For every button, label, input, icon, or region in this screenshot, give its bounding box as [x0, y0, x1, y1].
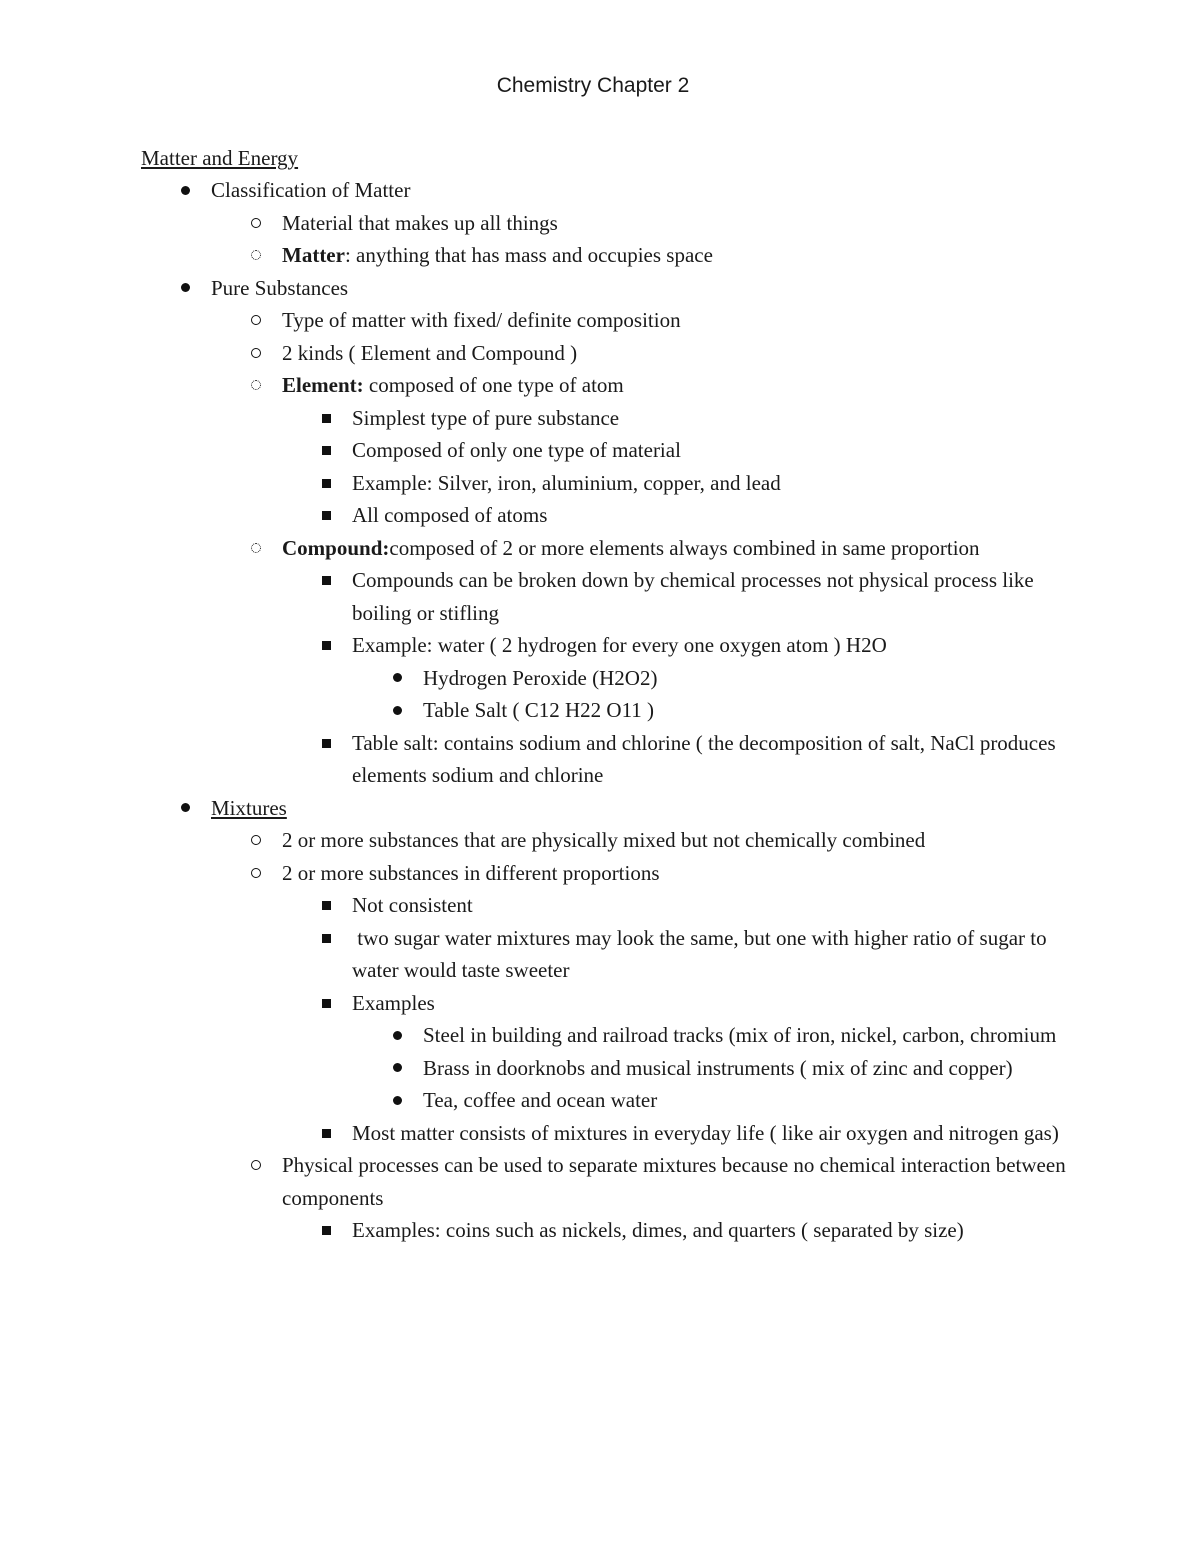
bullet-square-icon — [316, 889, 336, 922]
list-item — [141, 1149, 1081, 1214]
bullet-dot-icon — [387, 662, 407, 695]
list-item-text: Examples: coins such as nickels, dimes, and quarters ( separated by size) — [352, 1218, 964, 1242]
list-item — [141, 369, 1081, 402]
list-item — [141, 1019, 1081, 1052]
list-item-text: 2 or more substances in different proportions — [282, 860, 660, 885]
list-item — [141, 174, 1081, 207]
list-item — [141, 889, 1081, 922]
list-item — [141, 499, 1081, 532]
list-item — [141, 207, 1081, 240]
list-item-text: Not consistent — [352, 893, 473, 917]
bullet-square-icon — [316, 987, 336, 1020]
bullet-dot-icon — [175, 272, 195, 305]
list-item — [141, 1084, 1081, 1117]
bullet-dot-icon — [387, 1084, 407, 1117]
bullet-square-icon — [316, 1214, 336, 1247]
list-item-text: Steel in building and railroad tracks (mix of iron, nickel, carbon, chromium — [423, 1023, 1057, 1047]
list-item-text: two sugar water mixtures may look the same, but one with higher ratio of sugar to water would taste sweeter — [352, 925, 1052, 982]
list-item-text: Material that makes up all things — [282, 210, 558, 235]
list-item — [141, 629, 1081, 662]
bullet-dot-icon — [175, 792, 195, 825]
bullet-square-icon — [316, 499, 336, 532]
bullet-circle-icon — [246, 239, 266, 272]
list-item — [141, 662, 1081, 695]
bullet-square-icon — [316, 564, 336, 597]
list-item-text: 2 kinds ( Element and Compound ) — [282, 340, 578, 365]
list-item — [141, 434, 1081, 467]
list-item — [141, 1052, 1081, 1085]
list-item-text: Physical processes can be used to separate mixtures because no chemical interaction between components — [282, 1153, 1066, 1210]
list-item-text: Composed of only one type of material — [352, 438, 681, 462]
section-heading: Matter and Energy — [141, 146, 299, 170]
list-item-text: Most matter consists of mixtures in everyday life ( like air oxygen and nitrogen gas) — [352, 1120, 1059, 1145]
document-body — [141, 142, 1081, 1247]
list-item-text: Brass in doorknobs and musical instruments ( mix of zinc and copper) — [423, 1055, 1013, 1080]
bullet-square-icon — [316, 1117, 336, 1150]
list-item-text: Pure Substances — [211, 275, 349, 300]
term-label: Matter — [282, 243, 345, 267]
bullet-dot-icon — [387, 1019, 407, 1052]
list-item-text: Classification of Matter — [211, 178, 411, 202]
list-item-text: Hydrogen Peroxide (H2O2) — [423, 665, 658, 690]
bullet-square-icon — [316, 434, 336, 467]
bullet-circle-icon — [246, 857, 266, 890]
list-item — [141, 727, 1081, 792]
list-item — [141, 272, 1081, 305]
list-item-text: Tea, coffee and ocean water — [423, 1088, 658, 1112]
list-item-text: composed of one type of atom — [363, 373, 624, 397]
list-item-text: Examples — [352, 990, 435, 1015]
bullet-dot-icon — [387, 1052, 407, 1085]
list-item — [141, 564, 1081, 629]
bullet-dot-icon — [387, 694, 407, 727]
list-item-text: composed of 2 or more elements always combined in same proportion — [389, 535, 980, 560]
bullet-circle-icon — [246, 369, 266, 402]
list-item — [141, 337, 1081, 370]
bullet-square-icon — [316, 402, 336, 435]
list-item-text: Example: water ( 2 hydrogen for every one oxygen atom ) H2O — [352, 633, 887, 657]
list-item-text: Table salt: contains sodium and chlorine ( the decomposition of salt, NaCl produces elements sodium and chlorine — [352, 730, 1056, 787]
list-item-text: 2 or more substances that are physically mixed but not chemically combined — [282, 828, 926, 852]
term-label: Element: — [282, 373, 364, 397]
bullet-circle-icon — [246, 1149, 266, 1182]
bullet-square-icon — [316, 629, 336, 662]
list-item — [141, 694, 1081, 727]
list-item — [141, 922, 1081, 987]
list-item — [141, 792, 1081, 825]
list-item-text: Example: Silver, iron, aluminium, copper, and lead — [352, 470, 781, 495]
bullet-circle-icon — [246, 532, 266, 565]
list-item-text: Table Salt ( C12 H22 O11 ) — [423, 698, 655, 722]
list-item — [141, 1214, 1081, 1247]
bullet-square-icon — [316, 922, 336, 955]
term-label: Compound: — [282, 535, 390, 560]
list-item-text: : anything that has mass and occupies space — [344, 243, 713, 267]
list-item-text: Type of matter with fixed/ definite composition — [282, 308, 681, 332]
list-item — [141, 304, 1081, 337]
list-item-text: Mixtures — [211, 795, 287, 820]
list-item — [141, 532, 1081, 565]
list-item — [141, 824, 1081, 857]
list-item-text: Compounds can be broken down by chemical processes not physical process like boiling or stifling — [352, 568, 1034, 625]
list-item — [141, 857, 1081, 890]
list-item — [141, 402, 1081, 435]
bullet-circle-icon — [246, 304, 266, 337]
bullet-square-icon — [316, 467, 336, 500]
bullet-circle-icon — [246, 207, 266, 240]
bullet-square-icon — [316, 727, 336, 760]
bullet-circle-icon — [246, 337, 266, 370]
list-item — [141, 987, 1081, 1020]
list-item-text: Simplest type of pure substance — [352, 405, 620, 430]
bullet-circle-icon — [246, 824, 266, 857]
list-item — [141, 1117, 1081, 1150]
list-item — [141, 467, 1081, 500]
bullet-dot-icon — [175, 174, 195, 207]
page-title: Chemistry Chapter 2 — [496, 74, 690, 97]
list-item-text: All composed of atoms — [352, 503, 548, 527]
list-item — [141, 239, 1081, 272]
